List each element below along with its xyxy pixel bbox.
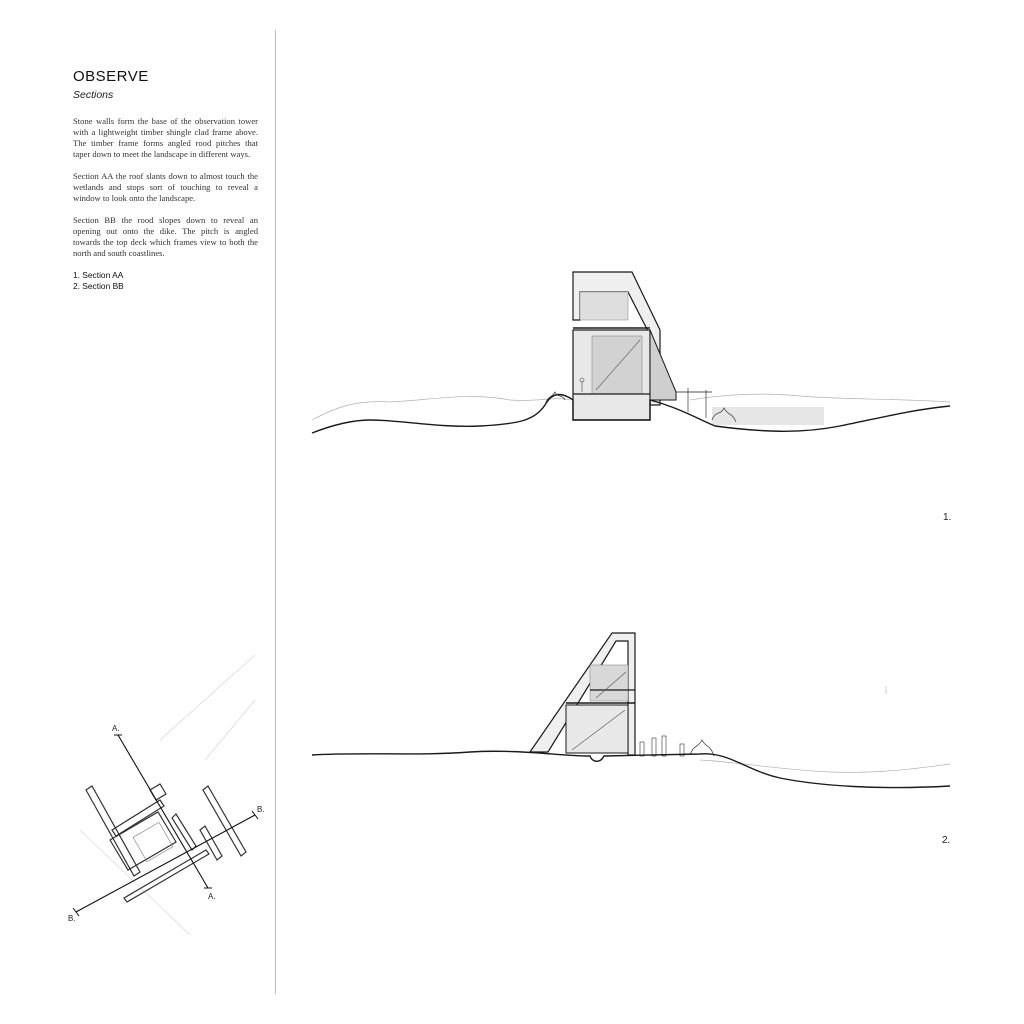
section-aa-paragraph: Section AA the roof slants down to almost touch the wetlands and stops sort of touching to reveal a window to look onto the landscape. [73, 171, 258, 203]
section-bb-drawing [300, 625, 960, 800]
section-bb-paragraph: Section BB the rood slopes down to reveal an opening out onto the dike. The pitch is angled towards the top deck which frames view to both the north and south coastlines. [73, 215, 258, 258]
description-paragraph: Stone walls form the base of the observation tower with a lightweight timber shingle clad frame above. The timber frame forms angled rood pitches that taper down to meet the landscape in different ways. [73, 116, 258, 159]
page-subtitle: Sections [73, 89, 114, 101]
plan-label-a-top: A. [112, 724, 120, 733]
site-plan [60, 650, 270, 940]
section-bb-number: 2. [942, 835, 951, 846]
list-item-section-bb: 2. Section BB [73, 281, 124, 291]
section-aa-number: 1. [943, 512, 952, 523]
list-item-section-aa: 1. Section AA [73, 270, 124, 280]
plan-label-b-right: B. [257, 805, 265, 814]
drawing-list [73, 270, 258, 292]
text-panel [73, 68, 258, 292]
plan-label-a-bottom: A. [208, 892, 216, 901]
plan-label-b-left: B. [68, 914, 76, 923]
page-title: OBSERVE [73, 68, 149, 85]
section-aa-drawing [300, 260, 960, 450]
panel-divider [275, 30, 276, 994]
